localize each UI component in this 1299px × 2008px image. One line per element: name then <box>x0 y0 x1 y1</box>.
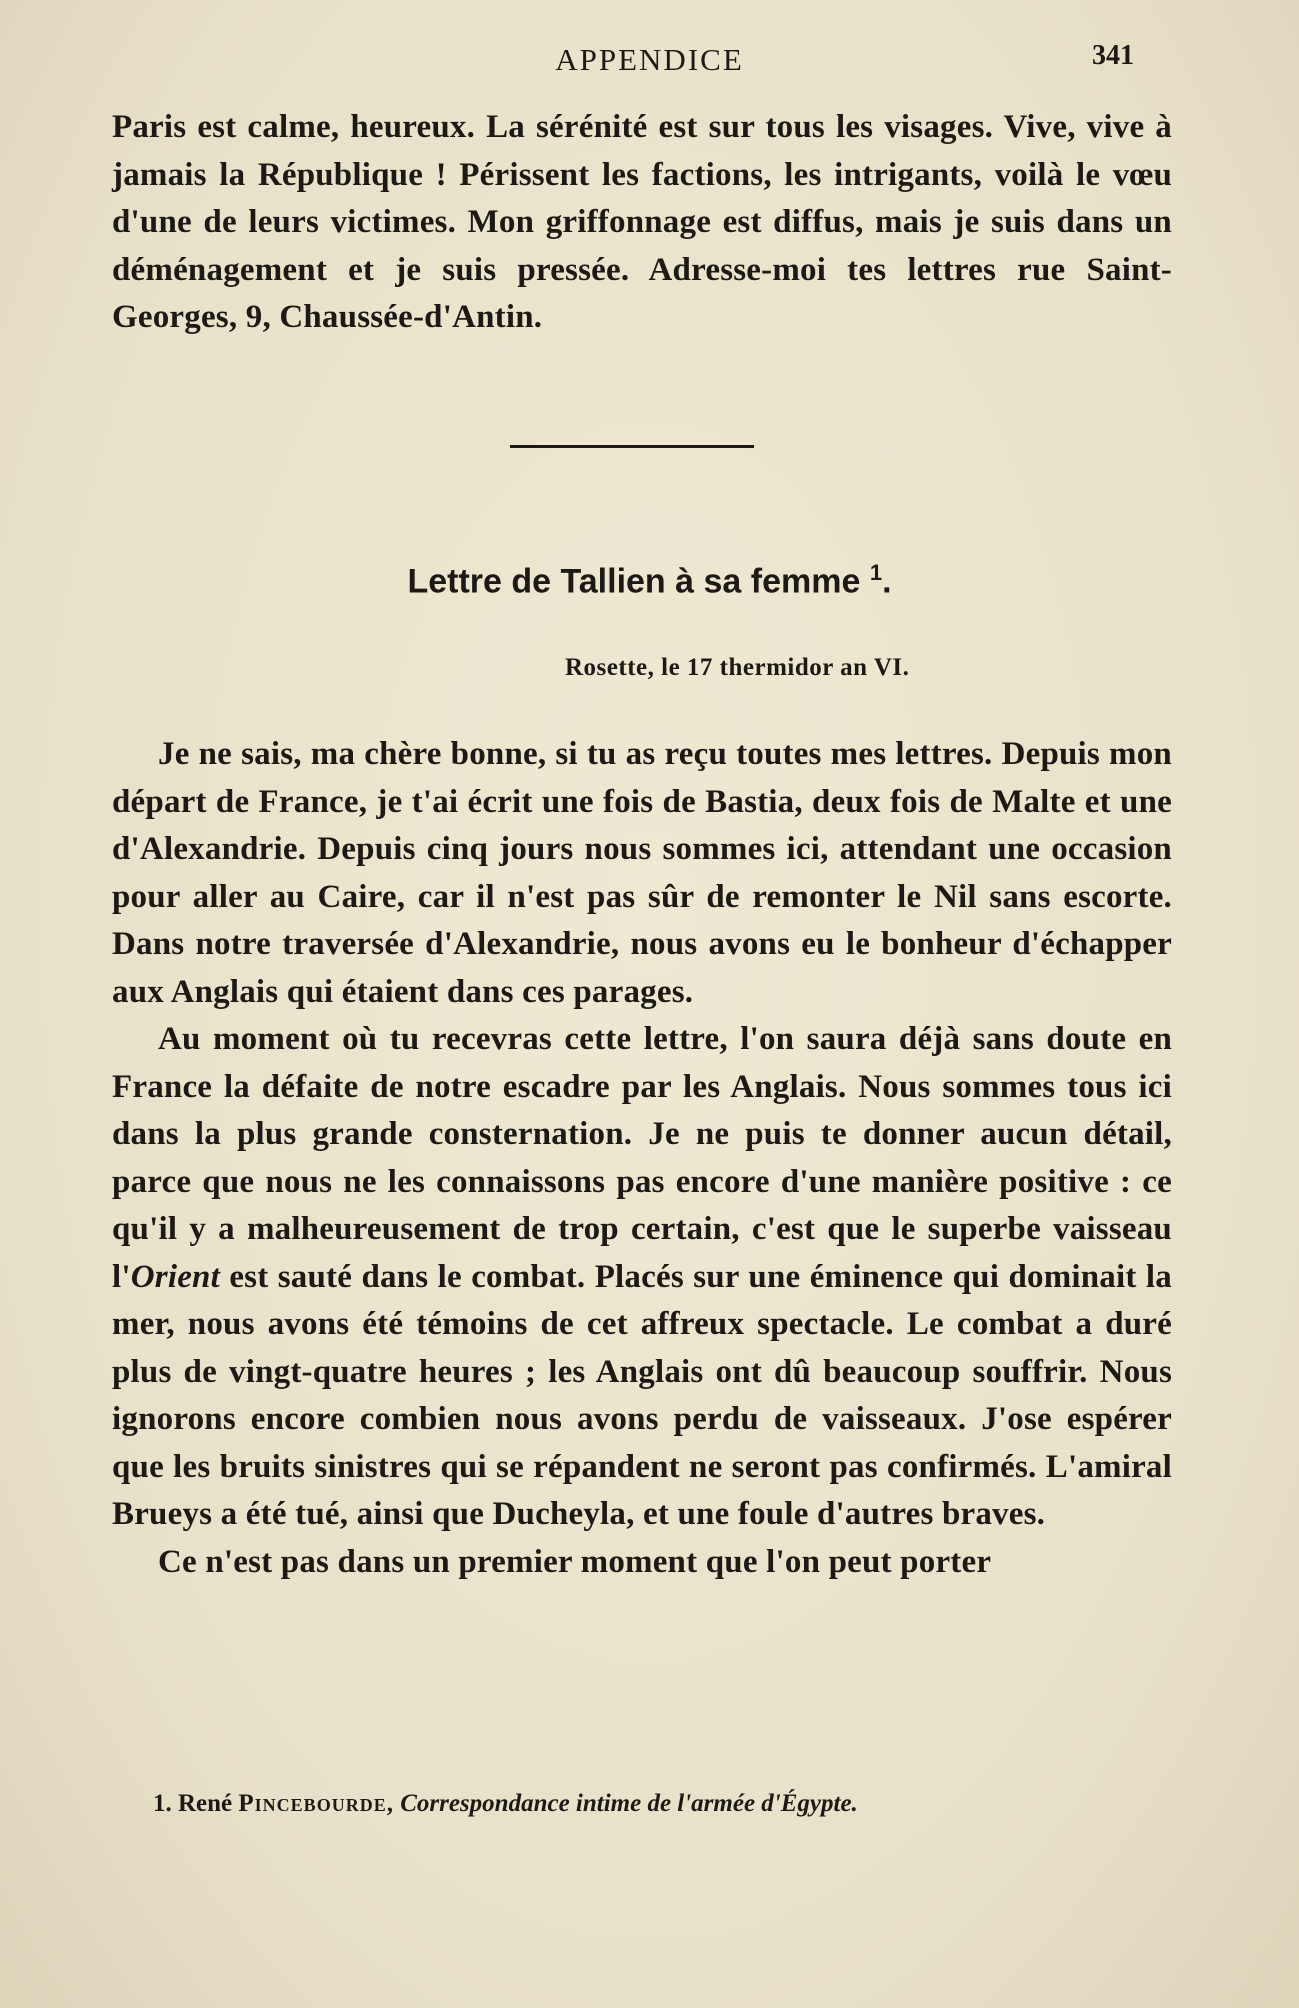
letter-dateline: Rosette, le 17 thermidor an VI. <box>565 654 910 681</box>
ship-name-orient: Orient <box>130 1258 220 1295</box>
footnote-work-title: Correspondance intime de l'armée d'Égypte. <box>400 1790 858 1817</box>
running-title: APPENDICE <box>555 42 744 77</box>
footnote-author-last: Pincebourde, <box>238 1790 394 1817</box>
page-number: 341 <box>1092 40 1134 71</box>
letter-body <box>112 731 1172 1586</box>
letter-paragraph-1: Je ne sais, ma chère bonne, si tu as reçu toutes mes lettres. Depuis mon départ de France, je t'ai écrit une fois de Bastia, deux fois de Malte et une d'Alexandrie. Depuis cinq jours nous sommes ici, attendant une occasion pour aller au Caire, car il n'est pas sûr de remonter le Nil sans escorte. Dans notre traversée d'Alexandrie, nous avons eu le bonheur d'échapper aux Anglais qui étaient dans ces parages. <box>112 736 1172 1010</box>
letter-title <box>0 560 1299 601</box>
top-paragraph: Paris est calme, heureux. La sérénité est sur tous les visages. Vive, vive à jamais la République ! Périssent les factions, les intrigants, voilà le vœu d'une de leurs victimes. Mon griffonnage est diffus, mais je suis dans un déménagement et je suis pressée. Adresse-moi tes lettres rue Saint-Georges, 9, Chaussée-d'Antin. <box>112 109 1172 335</box>
letter-paragraph-2-part-2: est sauté dans le combat. Placés sur une éminence qui dominait la mer, nous avons été témoins de cet affreux spectacle. Le combat a duré plus de vingt-quatre heures ; les Anglais ont dû beaucoup souffrir. Nous ignorons encore combien nous avons perdu de vaisseaux. J'ose espérer que les bruits sinistres qui se répandent ne seront pas confirmés. L'amiral Brueys a été tué, ainsi que Ducheyla, et une foule d'autres braves. <box>112 1258 1172 1532</box>
letter-title-period: . <box>882 562 892 601</box>
letter-paragraph-2 <box>112 1016 1172 1539</box>
letter-title-text: Lettre de Tallien à sa femme <box>407 562 861 601</box>
section-separator <box>510 445 754 448</box>
footnote-number: 1. <box>153 1790 172 1817</box>
footnote <box>153 1790 1153 1818</box>
running-head <box>0 38 1299 78</box>
footnote-marker: 1 <box>869 560 883 585</box>
footnote-author-first: René <box>178 1790 233 1817</box>
top-paragraph-block <box>112 104 1172 342</box>
letter-paragraph-3: Ce n'est pas dans un premier moment que l'on peut porter <box>158 1543 992 1580</box>
letter-paragraph-2-part-1: Au moment où tu recevras cette lettre, l'on saura déjà sans doute en France la défaite de notre escadre par les Anglais. Nous sommes tous ici dans la plus grande consternation. Je ne puis te donner aucun détail, parce que nous ne les connaissons pas encore d'une manière positive : ce qu'il y a malheureusement de trop certain, c'est que le superbe vaisseau l' <box>112 1021 1172 1295</box>
